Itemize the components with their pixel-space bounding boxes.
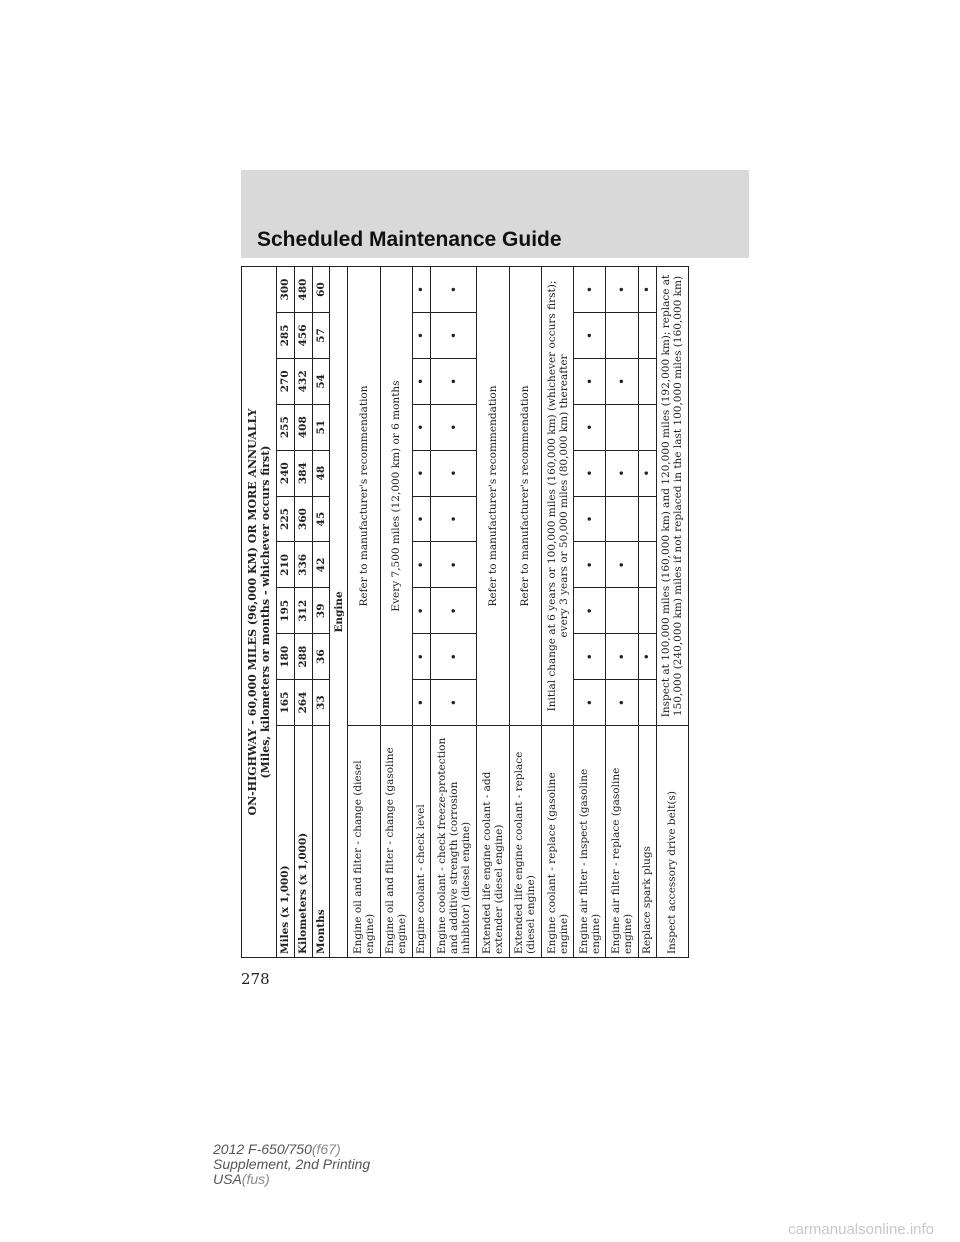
page-number: 278 — [241, 970, 270, 988]
service-mark: • — [430, 680, 477, 726]
service-mark: • — [430, 312, 477, 358]
table-title — [242, 267, 277, 958]
service-mark: • — [574, 267, 606, 313]
interval-value: 39 — [312, 588, 330, 634]
interval-value: 288 — [294, 634, 312, 680]
interval-value: 225 — [276, 496, 294, 542]
interval-label: Kilometers (x 1,000) — [294, 726, 312, 958]
service-mark: • — [412, 450, 430, 496]
service-note: Initial change at 6 years or 100,000 miles (160,000 km) (whichever occurs first); every 3 years or 50,000 miles (80,000 km) thereafter — [541, 267, 573, 726]
interval-value: 456 — [294, 312, 312, 358]
service-mark: • — [412, 680, 430, 726]
service-item: Engine oil and filter - change (diesel engine) — [348, 726, 380, 958]
footer-line2: Supplement, 2nd Printing — [213, 1156, 371, 1172]
service-mark: • — [574, 588, 606, 634]
interval-value: 48 — [312, 450, 330, 496]
header-band — [241, 170, 749, 258]
footer-market: USA — [213, 1171, 242, 1187]
interval-value: 255 — [276, 404, 294, 450]
interval-value: 45 — [312, 496, 330, 542]
interval-value: 54 — [312, 358, 330, 404]
interval-value: 33 — [312, 680, 330, 726]
table-row — [412, 267, 430, 958]
service-item: Engine coolant - replace (gasoline engine) — [541, 726, 573, 958]
service-item: Engine coolant - check level — [412, 726, 430, 958]
service-mark — [606, 312, 638, 358]
table-row — [541, 267, 573, 958]
service-mark: • — [574, 358, 606, 404]
service-mark: • — [606, 542, 638, 588]
service-note: Refer to manufacturer's recommendation — [348, 267, 380, 726]
interval-value: 57 — [312, 312, 330, 358]
table-row — [574, 267, 606, 958]
interval-value: 210 — [276, 542, 294, 588]
footer-model-code: (f67) — [311, 1141, 341, 1157]
service-mark: • — [412, 358, 430, 404]
service-mark: • — [638, 634, 656, 680]
service-mark: • — [412, 404, 430, 450]
service-mark: • — [412, 312, 430, 358]
service-mark — [638, 358, 656, 404]
table-row — [509, 267, 541, 958]
service-mark: • — [430, 404, 477, 450]
table-row — [656, 267, 688, 958]
service-mark: • — [430, 450, 477, 496]
service-mark — [638, 542, 656, 588]
service-item: Extended life engine coolant - add extender (diesel engine) — [477, 726, 509, 958]
service-mark — [638, 312, 656, 358]
service-item: Extended life engine coolant - replace (diesel engine) — [509, 726, 541, 958]
interval-header-row — [312, 267, 330, 958]
interval-value: 384 — [294, 450, 312, 496]
service-mark: • — [574, 404, 606, 450]
footer-line3 — [213, 1172, 370, 1187]
service-mark — [638, 496, 656, 542]
service-mark — [606, 404, 638, 450]
interval-label: Months — [312, 726, 330, 958]
table-row — [380, 267, 412, 958]
service-mark: • — [430, 496, 477, 542]
service-mark: • — [412, 542, 430, 588]
service-mark: • — [412, 267, 430, 313]
interval-value: 312 — [294, 588, 312, 634]
service-note: Refer to manufacturer's recommendation — [509, 267, 541, 726]
service-mark: • — [412, 496, 430, 542]
service-mark: • — [412, 634, 430, 680]
service-note: Refer to manufacturer's recommendation — [477, 267, 509, 726]
interval-value: 180 — [276, 634, 294, 680]
service-mark: • — [606, 358, 638, 404]
interval-value: 42 — [312, 542, 330, 588]
service-mark: • — [430, 542, 477, 588]
service-mark — [606, 496, 638, 542]
service-mark — [638, 680, 656, 726]
table-row — [477, 267, 509, 958]
service-mark: • — [606, 267, 638, 313]
section-row — [330, 267, 348, 958]
interval-value: 408 — [294, 404, 312, 450]
page-title: Scheduled Maintenance Guide — [257, 228, 562, 251]
interval-label: Miles (x 1,000) — [276, 726, 294, 958]
interval-value: 51 — [312, 404, 330, 450]
interval-value: 360 — [294, 496, 312, 542]
service-mark: • — [638, 267, 656, 313]
service-mark: • — [574, 312, 606, 358]
interval-value: 240 — [276, 450, 294, 496]
maintenance-table-rotated — [241, 266, 689, 958]
interval-value: 165 — [276, 680, 294, 726]
service-note: Inspect at 100,000 miles (160,000 km) and 120,000 miles (192,000 km); replace at 150,000 (240,000 km) miles if not replaced in the last 100,000 miles (160,000 km) — [656, 267, 688, 726]
table-row — [348, 267, 380, 958]
service-item: Engine oil and filter - change (gasoline engine) — [380, 726, 412, 958]
service-mark: • — [430, 267, 477, 313]
service-item: Replace spark plugs — [638, 726, 656, 958]
interval-value: 285 — [276, 312, 294, 358]
table-row — [430, 267, 477, 958]
service-mark: • — [574, 680, 606, 726]
service-mark: • — [574, 496, 606, 542]
section-heading: Engine — [330, 267, 348, 958]
interval-value: 195 — [276, 588, 294, 634]
service-mark: • — [574, 450, 606, 496]
service-item: Engine air filter - replace (gasoline engine) — [606, 726, 638, 958]
interval-value: 60 — [312, 267, 330, 313]
service-mark: • — [574, 634, 606, 680]
interval-value: 336 — [294, 542, 312, 588]
interval-value: 36 — [312, 634, 330, 680]
service-mark: • — [606, 634, 638, 680]
interval-header-row — [276, 267, 294, 958]
service-mark — [638, 404, 656, 450]
watermark: carmanualsonline.info — [788, 1221, 934, 1238]
service-mark: • — [574, 542, 606, 588]
interval-value: 300 — [276, 267, 294, 313]
service-item: Engine air filter - inspect (gasoline engine) — [574, 726, 606, 958]
interval-value: 264 — [294, 680, 312, 726]
service-mark: • — [430, 634, 477, 680]
service-mark — [606, 588, 638, 634]
service-mark: • — [412, 588, 430, 634]
interval-header-row — [294, 267, 312, 958]
service-item: Engine coolant - check freeze-protection and additive strength (corrosion inhibitor) (diesel engine) — [430, 726, 477, 958]
table-title-line2: (Miles, kilometers or months - whichever occurs first) — [258, 445, 272, 779]
service-mark — [638, 588, 656, 634]
service-mark: • — [430, 358, 477, 404]
table-row — [606, 267, 638, 958]
interval-value: 432 — [294, 358, 312, 404]
table-row — [638, 267, 656, 958]
service-note: Every 7,500 miles (12,000 km) or 6 months — [380, 267, 412, 726]
service-mark: • — [606, 680, 638, 726]
footer-line1 — [213, 1142, 370, 1157]
service-mark: • — [430, 588, 477, 634]
service-item: Inspect accessory drive belt(s) — [656, 726, 688, 958]
maintenance-table — [241, 266, 689, 958]
footer-model: 2012 F-650/750 — [213, 1141, 312, 1157]
footer-market-code: (fus) — [241, 1171, 270, 1187]
service-mark: • — [638, 450, 656, 496]
interval-value: 480 — [294, 267, 312, 313]
table-title-line1: ON-HIGHWAY - 60,000 MILES (96,000 KM) OR MORE ANNUALLY — [245, 408, 259, 816]
service-mark: • — [606, 450, 638, 496]
footer — [213, 1142, 370, 1187]
table-title-row — [242, 267, 277, 958]
interval-value: 270 — [276, 358, 294, 404]
